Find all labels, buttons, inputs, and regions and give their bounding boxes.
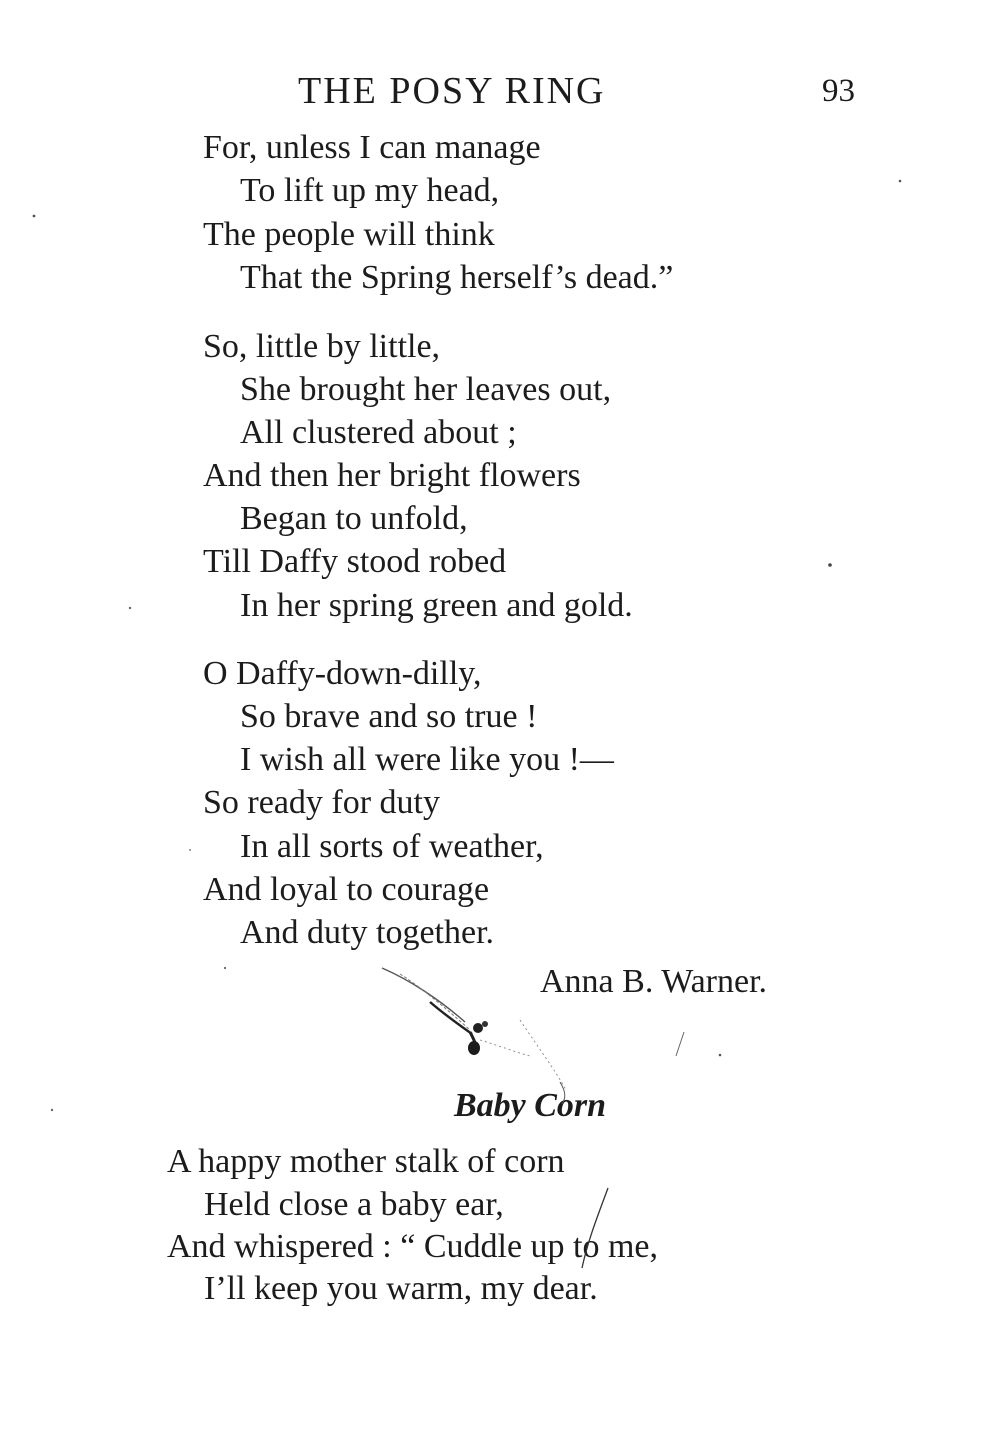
poem-line: So, little by little, [203, 328, 441, 365]
poem-line: So ready for duty [203, 784, 441, 821]
poem-line: And loyal to courage [203, 871, 490, 908]
poem-line: And whispered : “ Cuddle up to me, [167, 1228, 659, 1265]
poem-line: So brave and so true ! [240, 698, 538, 735]
poem-line: The people will think [203, 216, 495, 253]
poem-line: And then her bright flowers [203, 457, 581, 494]
poem-line: To lift up my head, [240, 172, 500, 209]
poem-line: That the Spring herself’s dead.” [240, 259, 674, 296]
poem-line: I’ll keep you warm, my dear. [204, 1270, 598, 1307]
poem-title: Baby Corn [453, 1087, 607, 1124]
poem-line: And duty together. [240, 914, 495, 951]
running-title: THE POSY RING [298, 70, 606, 112]
poem-line: Began to unfold, [240, 500, 468, 537]
poem-line: Till Daffy stood robed [203, 543, 507, 580]
poem-line: All clustered about ; [240, 414, 517, 451]
poem-line: Held close a baby ear, [204, 1186, 504, 1223]
poem-line: I wish all were like you !— [240, 741, 614, 778]
poem-line: In all sorts of weather, [240, 828, 544, 865]
page-number: 93 [822, 73, 855, 109]
poem-line: For, unless I can manage [203, 129, 541, 166]
poem-attribution: Anna B. Warner. [540, 963, 768, 1000]
poem-line: A happy mother stalk of corn [167, 1143, 565, 1180]
running-head [0, 66, 1000, 116]
poem-line: O Daffy-down-dilly, [203, 655, 482, 692]
poem-line: She brought her leaves out, [240, 371, 612, 408]
floral-fleuron-icon [370, 960, 600, 1100]
poem-line: In her spring green and gold. [240, 587, 633, 624]
